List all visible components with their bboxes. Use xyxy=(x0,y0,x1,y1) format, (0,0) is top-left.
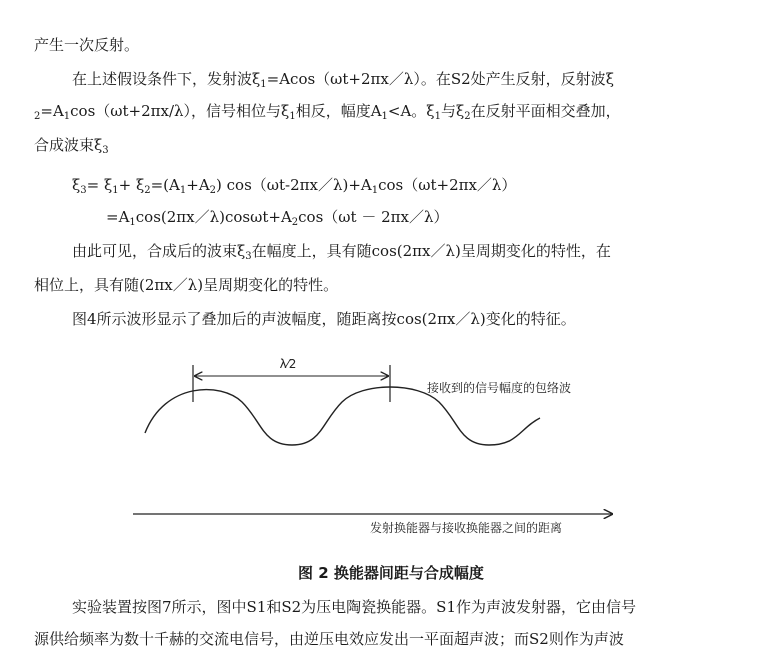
text-span: 图4所示波形显示了叠加后的声波幅度，随距离按cos(2πx／λ)变化的特征。 xyxy=(72,310,576,328)
text-span: 在上述假设条件下，发射波ξ xyxy=(72,70,261,88)
subscript: 3 xyxy=(102,145,109,156)
half-wavelength-label: λ⁄2 xyxy=(279,357,297,371)
subscript: 1 xyxy=(434,111,441,122)
text-span: 相反，幅度A xyxy=(295,102,382,120)
text-span: = ξ xyxy=(86,176,113,194)
envelope-wave-label: 接收到的信号幅度的包络波 xyxy=(427,381,572,395)
text-span: cos（ωt － 2πx／λ） xyxy=(298,208,449,226)
text-span: 源供给频率为数十千赫的交流电信号，由逆压电效应发出一平面超声波；而S2则作为声波 xyxy=(34,630,624,648)
text-span: <A。ξ xyxy=(387,102,435,120)
text-span: cos（ωt+2πx／λ） xyxy=(378,176,517,194)
text-span: =Acos（ωt+2πx／λ）。在S2处产生反射，反射波ξ xyxy=(266,70,614,88)
text-span: 合成波束ξ xyxy=(34,136,103,154)
text-span: ) cos（ωt-2πx／λ)+A xyxy=(216,176,372,194)
distance-axis-label: 发射换能器与接收换能器之间的距离 xyxy=(370,521,563,535)
text-span: +A xyxy=(186,176,210,194)
subscript: 1 xyxy=(371,185,379,196)
paragraph-line-6 xyxy=(34,274,338,296)
text-span: =A xyxy=(40,102,64,120)
text-span: 相位上，具有随(2πx／λ)呈周期变化的特性。 xyxy=(34,276,339,294)
paragraph-line-4 xyxy=(34,134,109,162)
paragraph-line-9 xyxy=(34,628,624,650)
text-span: 实验装置按图7所示，图中S1和S2为压电陶瓷换能器。S1作为声波发射器，它由信号 xyxy=(72,598,637,616)
paragraph-line-5 xyxy=(72,240,611,268)
equation-line-1 xyxy=(72,174,516,202)
envelope-wave-curve xyxy=(145,387,540,445)
subscript: 1 xyxy=(179,185,187,196)
text-span: ξ xyxy=(72,176,81,194)
subscript: 2 xyxy=(464,111,471,122)
text-span: 在幅度上，具有随cos(2πx／λ)呈周期变化的特性，在 xyxy=(251,242,611,260)
figure-envelope-wave xyxy=(0,340,782,555)
subscript: 1 xyxy=(112,185,119,196)
text-span: + ξ xyxy=(118,176,145,194)
figure-caption: 图 2 换能器间距与合成幅度 xyxy=(298,564,484,582)
subscript: 3 xyxy=(245,251,252,262)
subscript: 1 xyxy=(63,111,71,122)
text-span: =A xyxy=(106,208,130,226)
text-span: 产生一次反射。 xyxy=(34,36,140,54)
paragraph-line-1 xyxy=(34,34,139,56)
paragraph-line-7 xyxy=(72,308,576,330)
text-span: 在反射平面相交叠加， xyxy=(470,102,621,120)
subscript: 3 xyxy=(80,185,87,196)
paragraph-line-8 xyxy=(72,596,636,618)
paragraph-line-2 xyxy=(72,68,614,96)
subscript: 1 xyxy=(381,111,388,122)
text-span: =(A xyxy=(150,176,180,194)
subscript: 1 xyxy=(129,217,136,228)
subscript: 2 xyxy=(144,185,151,196)
subscript: 1 xyxy=(260,79,267,90)
subscript: 1 xyxy=(289,111,296,122)
subscript: 2 xyxy=(209,185,217,196)
text-span: 与ξ xyxy=(440,102,465,120)
subscript: 2 xyxy=(291,217,299,228)
paragraph-line-3 xyxy=(34,100,621,128)
text-span: 由此可见，合成后的波束ξ xyxy=(72,242,246,260)
subscript: 2 xyxy=(34,111,41,122)
text-span: cos（ωt+2πx/λ），信号相位与ξ xyxy=(70,102,290,120)
equation-line-2 xyxy=(106,206,448,234)
text-span: cos(2πx／λ)cosωt+A xyxy=(135,208,292,226)
